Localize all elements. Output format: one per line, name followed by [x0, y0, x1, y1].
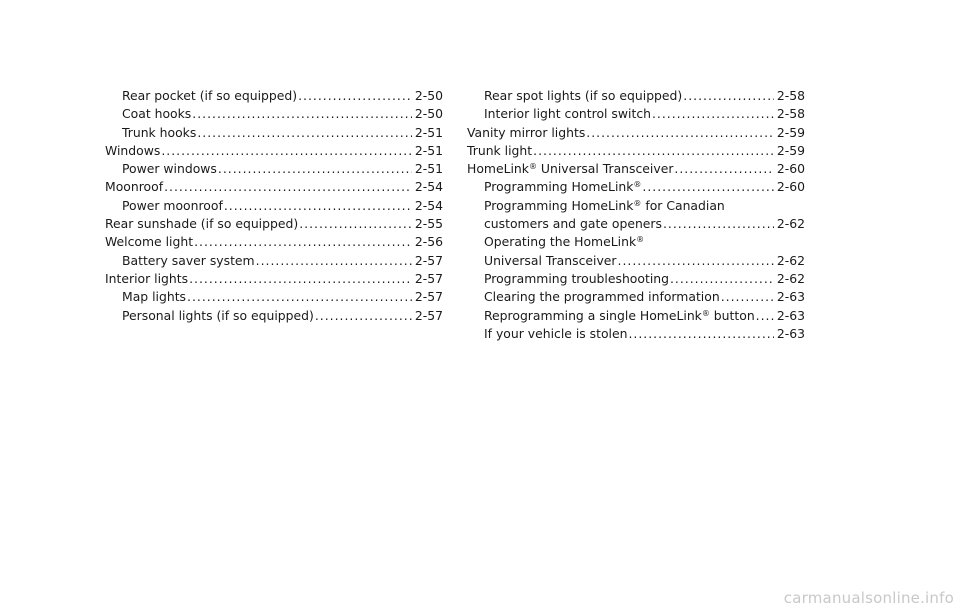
toc-entry-programming-homelink[interactable]: Programming HomeLink® ..... 2-60: [467, 178, 805, 196]
toc-entry-battery-saver[interactable]: Battery saver system ..... 2-57: [105, 252, 443, 270]
toc-entry-interior-light-switch[interactable]: Interior light control switch ..... 2-58: [467, 105, 805, 123]
toc-entry-clearing-programmed[interactable]: Clearing the programmed information ..... 2-63: [467, 288, 805, 306]
toc-entry-power-windows[interactable]: Power windows ..... 2-51: [105, 160, 443, 178]
toc-entry-map-lights[interactable]: Map lights ..... 2-57: [105, 288, 443, 306]
toc-entry-vehicle-stolen[interactable]: If your vehicle is stolen ..... 2-63: [467, 325, 805, 343]
toc-entry-homelink-transceiver[interactable]: HomeLink® Universal Transceiver ..... 2-60: [467, 160, 805, 178]
toc-entry-rear-sunshade[interactable]: Rear sunshade (if so equipped) ..... 2-55: [105, 215, 443, 233]
toc-entry-coat-hooks[interactable]: Coat hooks ..... 2-50: [105, 105, 443, 123]
watermark: carmanualsonline.info: [783, 589, 954, 607]
toc-entry-programming-troubleshooting[interactable]: Programming troubleshooting ..... 2-62: [467, 270, 805, 288]
toc-entry-windows[interactable]: Windows ..... 2-51: [105, 142, 443, 160]
toc-entry-moonroof[interactable]: Moonroof ..... 2-54: [105, 178, 443, 196]
toc-entry-interior-lights[interactable]: Interior lights ..... 2-57: [105, 270, 443, 288]
toc-left-column: [105, 87, 443, 325]
toc-entry-trunk-light[interactable]: Trunk light ..... 2-59: [467, 142, 805, 160]
toc-entry-reprogramming-single[interactable]: Reprogramming a single HomeLink® button ..... 2-63: [467, 307, 805, 325]
toc-entry-operating-homelink[interactable]: Operating the HomeLink® Universal Transceiver ..... 2-62: [467, 233, 805, 270]
toc-entry-power-moonroof[interactable]: Power moonroof ..... 2-54: [105, 197, 443, 215]
toc-entry-programming-canadian[interactable]: Programming HomeLink® for Canadian customers and gate openers ..... 2-62: [467, 197, 805, 234]
toc-entry-trunk-hooks[interactable]: Trunk hooks ..... 2-51: [105, 124, 443, 142]
toc-entry-personal-lights[interactable]: Personal lights (if so equipped) ..... 2-57: [105, 307, 443, 325]
toc-entry-rear-pocket[interactable]: Rear pocket (if so equipped) ..... 2-50: [105, 87, 443, 105]
toc-entry-rear-spot-lights[interactable]: Rear spot lights (if so equipped) ..... 2-58: [467, 87, 805, 105]
toc-entry-vanity-mirror-lights[interactable]: Vanity mirror lights ..... 2-59: [467, 124, 805, 142]
toc-entry-welcome-light[interactable]: Welcome light ..... 2-56: [105, 233, 443, 251]
toc-right-column: [467, 87, 805, 343]
